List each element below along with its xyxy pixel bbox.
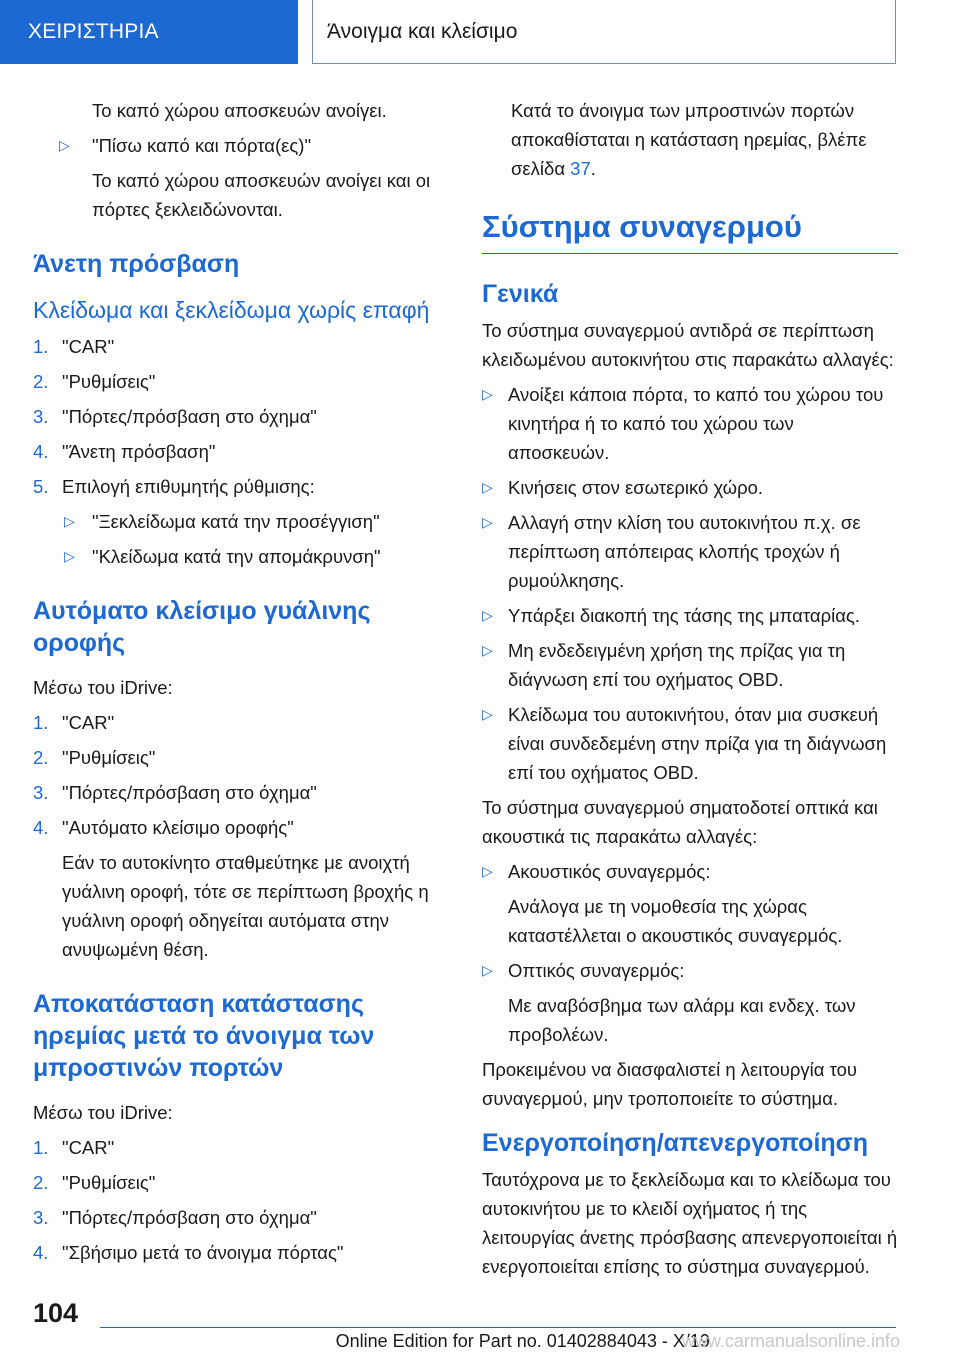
list-item-label: Επιλογή επιθυμητής ρύθμισης: (62, 476, 315, 497)
triangle-right-icon: ▷ (482, 962, 493, 978)
list-item-label: "Κλείδωμα κατά την απομάκρυνση" (92, 546, 381, 567)
list-item-label: Οπτικός συναγερμός: (508, 960, 685, 981)
list-number: 4. (33, 817, 49, 838)
list-item (482, 508, 898, 595)
list-item (33, 743, 453, 772)
list-item-label: "CAR" (62, 1137, 115, 1158)
list-number: 5. (33, 476, 49, 497)
list-item-label: "CAR" (62, 712, 115, 733)
list-number: 4. (33, 441, 49, 462)
list-item-label: "Πόρτες/πρόσβαση στο όχημα" (62, 782, 317, 803)
list-number: 1. (33, 1137, 49, 1158)
list-item-label: "Πίσω καπό και πόρτα(ες)" (92, 135, 312, 156)
text-activation: Ταυτόχρονα με το ξεκλείδωμα και το κλείδωμα του αυτοκινήτου με το κλειδί οχήματος ή της λειτουργίας άνετης πρόσβασης απενεργοποιείται ή ενεργοποιείται επίσης το σύστημα συναγερμού. (482, 1169, 898, 1277)
triangle-right-icon: ▷ (482, 607, 493, 623)
watermark: www.carmanualsonline.info (681, 1331, 900, 1351)
list-number: 3. (33, 1207, 49, 1228)
chapter-title: Άνοιγμα και κλείσιμο (312, 0, 896, 64)
list-item (33, 437, 453, 466)
heading-alarm-system: Σύστημα συναγερμού (482, 209, 802, 244)
list-item (482, 380, 898, 467)
list-number: 1. (33, 336, 49, 357)
list-item-label: "Πόρτες/πρόσβαση στο όχημα" (62, 406, 317, 427)
triangle-right-icon: ▷ (64, 548, 75, 564)
heading-general: Γενικά (482, 280, 559, 308)
list-item (482, 601, 898, 630)
list-item-label: Υπάρξει διακοπή της τάσης της μπαταρίας. (508, 605, 860, 626)
page-link[interactable]: 37 (570, 158, 591, 179)
list-number: 3. (33, 406, 49, 427)
heading-glass-roof: Αυτόματο κλείσιμο γυάλινης οροφής (33, 597, 371, 657)
triangle-right-icon: ▷ (482, 479, 493, 495)
list-item (482, 473, 898, 502)
page-number: 104 (33, 1298, 79, 1328)
list-item-label: Ανοίξει κάποια πόρτα, το καπό του χώρου του κινητήρα ή το καπό του χώρου των αποσκευών. (508, 384, 884, 463)
list-item-label: "CAR" (62, 336, 115, 357)
triangle-right-icon: ▷ (482, 863, 493, 879)
list-item-label: Μη ενδεδειγμένη χρήση της πρίζας για τη διάγνωση επί του οχήματος OBD. (508, 640, 846, 690)
text-trunk-doors: Το καπό χώρου αποσκευών ανοίγει και οι πόρτες ξεκλειδώνονται. (92, 170, 431, 220)
list-item-label: "Ξεκλείδωμα κατά την προσέγγιση" (92, 511, 380, 532)
text-alarm-signals: Το σύστημα συναγερμού σηματοδοτεί οπτικά και ακουστικά τις παρακάτω αλλαγές: (482, 797, 878, 847)
list-item (33, 1133, 453, 1162)
list-item (33, 131, 453, 160)
list-item-label: Αλλαγή στην κλίση του αυτοκινήτου π.χ. σε περίπτωση απόπειρας κλοπής τροχών ή ρυμούλκησης. (508, 512, 861, 591)
list-item (33, 507, 453, 536)
edition-label: Online Edition for Part no. 01402884043 - X/19 (335, 1331, 710, 1351)
triangle-right-icon: ▷ (59, 137, 70, 153)
heading-activation: Ενεργοποίηση/απενεργοποίηση (482, 1129, 869, 1157)
text-trunk-opens: Το καπό χώρου αποσκευών ανοίγει. (92, 100, 387, 121)
list-item (33, 542, 453, 571)
text-roof-rain: Εάν το αυτοκίνητο σταθμεύτηκε με ανοιχτή γυάλινη οροφή, τότε σε περίπτωση βροχής η γυάλινη οροφή οδηγείται αυτόματα στην ανυψωμένη θέση. (62, 852, 429, 960)
text-via-idrive: Μέσω του iDrive: (33, 1102, 173, 1123)
list-number: 3. (33, 782, 49, 803)
list-item-label: "Ρυθμίσεις" (62, 747, 156, 768)
list-number: 2. (33, 747, 49, 768)
list-item (33, 472, 453, 501)
triangle-right-icon: ▷ (482, 706, 493, 722)
text-alarm-intro: Το σύστημα συναγερμού αντιδρά σε περίπτωση κλειδωμένου αυτοκινήτου στις παρακάτω αλλαγές: (482, 320, 894, 370)
list-item (482, 636, 898, 694)
text-period: . (590, 158, 596, 179)
list-item-label: "Άνετη πρόσβαση" (62, 441, 216, 462)
list-item (33, 813, 453, 842)
list-item-label: "Ρυθμίσεις" (62, 1172, 156, 1193)
list-number: 4. (33, 1242, 49, 1263)
triangle-right-icon: ▷ (482, 642, 493, 658)
list-item-label: "Ρυθμίσεις" (62, 371, 156, 392)
heading-contactless: Κλείδωμα και ξεκλείδωμα χωρίς επαφή (33, 297, 430, 323)
list-item (33, 367, 453, 396)
list-item (33, 1238, 453, 1267)
heading-comfort-access: Άνετη πρόσβαση (33, 250, 240, 278)
list-number: 2. (33, 1172, 49, 1193)
list-item (33, 1168, 453, 1197)
list-item (33, 402, 453, 431)
list-item (482, 857, 898, 886)
text-optical: Με αναβόσβημα των αλάρμ και ενδεχ. των προβολέων. (508, 995, 856, 1045)
text-via-idrive: Μέσω του iDrive: (33, 677, 173, 698)
text-acoustic: Ανάλογα με τη νομοθεσία της χώρας καταστέλλεται ο ακουστικός συναγερμός. (508, 896, 843, 946)
left-column (33, 96, 453, 1273)
heading-divider (482, 253, 898, 254)
text-idle-restore (482, 96, 898, 183)
triangle-right-icon: ▷ (482, 386, 493, 402)
list-item (33, 1203, 453, 1232)
list-number: 2. (33, 371, 49, 392)
footer-divider (100, 1327, 896, 1328)
list-item-label: Κλείδωμα του αυτοκινήτου, όταν μια συσκευή είναι συνδεδεμένη στην πρίζα για τη διάγνωση επί του οχήματος OBD. (508, 704, 887, 783)
list-item (482, 700, 898, 787)
list-item-label: "Αυτόματο κλείσιμο οροφής" (62, 817, 294, 838)
text-idle-restore-body: Κατά το άνοιγμα των μπροστινών πορτών αποκαθίσταται η κατάσταση ηρεμίας, βλέπε σελίδα (511, 100, 867, 179)
list-item-label: "Σβήσιμο μετά το άνοιγμα πόρτας" (62, 1242, 344, 1263)
list-item (482, 956, 898, 985)
footer-edition (300, 1331, 900, 1352)
heading-restore-idle: Αποκατάσταση κατάστασης ηρεμίας μετά το άνοιγμα των μπροστινών πορτών (33, 990, 375, 1082)
right-column (482, 96, 898, 1287)
triangle-right-icon: ▷ (64, 513, 75, 529)
list-item-label: Ακουστικός συναγερμός: (508, 861, 711, 882)
list-item (33, 332, 453, 361)
text-warning: Προκειμένου να διασφαλιστεί η λειτουργία του συναγερμού, μην τροποποιείτε το σύστημα. (482, 1059, 858, 1109)
section-tab: ΧΕΙΡΙΣΤΗΡΙΑ (0, 0, 298, 64)
list-item (33, 708, 453, 737)
list-number: 1. (33, 712, 49, 733)
list-item-label: "Πόρτες/πρόσβαση στο όχημα" (62, 1207, 317, 1228)
triangle-right-icon: ▷ (482, 514, 493, 530)
list-item (33, 778, 453, 807)
list-item-label: Κινήσεις στον εσωτερικό χώρο. (508, 477, 764, 498)
